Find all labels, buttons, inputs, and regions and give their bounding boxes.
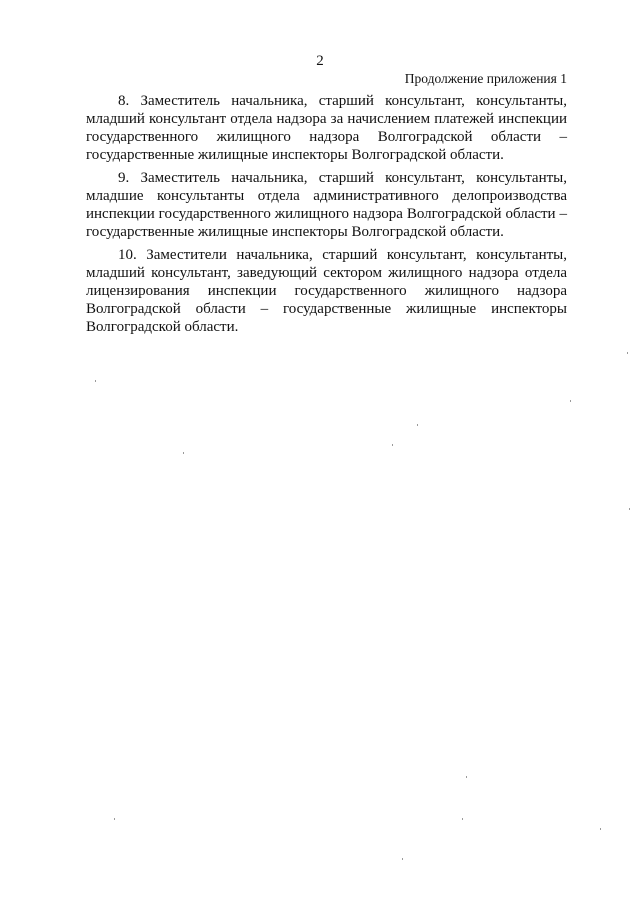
scan-speck [570,400,571,402]
scan-speck [402,858,403,860]
paragraph-10: 10. Заместители начальника, старший консультант, консультанты, младший консультант, заведующий сектором жилищного надзора отдела лицензирования инспекции государственного жилищного надзора Волгоградской области – государственные жилищные инспекторы Волгоградской области. [86,247,567,335]
scan-speck [600,828,601,830]
scan-speck [95,380,96,382]
page-number: 2 [316,53,324,69]
paragraph-9: 9. Заместитель начальника, старший консультант, консультанты, младшие консультанты отдела административного делопроизводства инспекции государственного жилищного надзора Волгоградской области – государственные жилищные инспекторы Волгоградской области. [86,170,567,240]
continuation-label: Продолжение приложения 1 [404,71,567,86]
scan-speck [183,452,184,454]
paragraph-8: 8. Заместитель начальника, старший консультант, консультанты, младший консультант отдела надзора за начислением платежей инспекции государственного жилищного надзора Волгоградской области – государственные жилищные инспекторы Волгоградской области. [86,93,567,163]
scan-speck [392,444,393,446]
scan-speck [462,818,463,820]
scan-speck [417,424,418,426]
scan-speck [629,508,630,510]
scan-speck [114,818,115,820]
scan-speck [627,352,628,354]
scan-speck [466,776,467,778]
document-body [86,92,567,341]
